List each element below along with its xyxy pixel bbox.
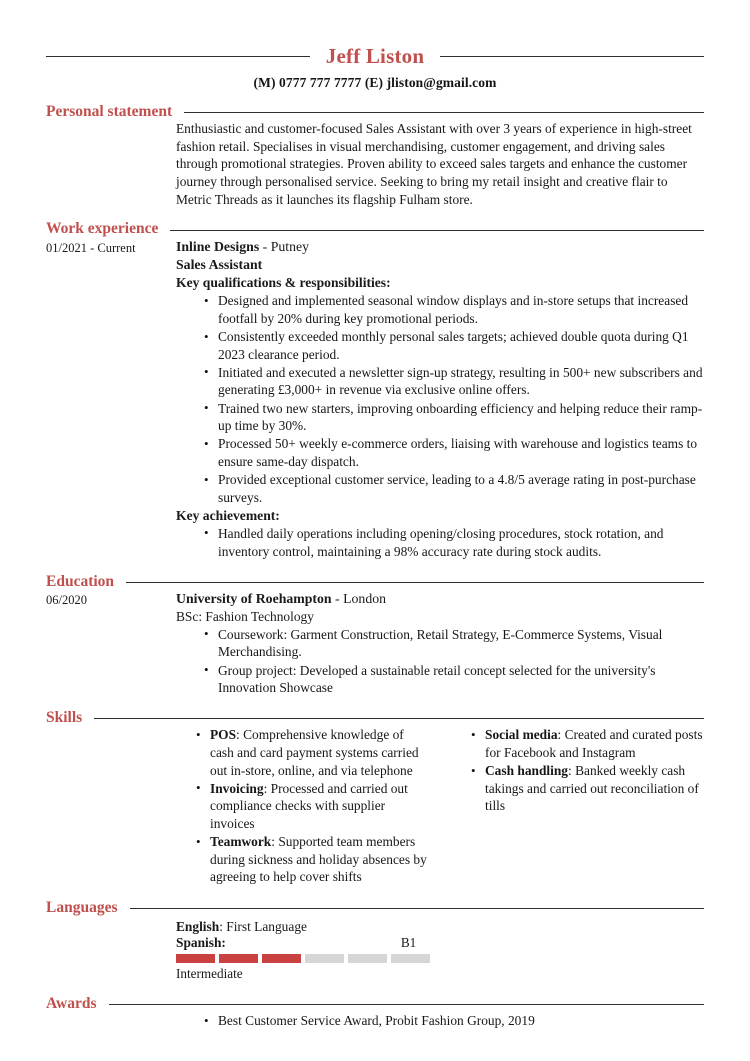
section-header-awards <box>46 995 704 1012</box>
skill-label: POS <box>210 727 237 743</box>
job-title: Sales Assistant <box>176 256 263 272</box>
section-title: Awards <box>46 995 97 1013</box>
language-proficiency-caption: Intermediate <box>176 966 243 982</box>
work-experience-entry <box>46 238 704 561</box>
section-title: Languages <box>46 898 118 916</box>
languages-row <box>46 916 704 984</box>
section-header-education <box>46 573 704 590</box>
list-item: • Trained two new starters, improving onboarding efficiency and helping reduce their ramp-up time by 30%. <box>204 400 704 435</box>
list-item: • Handled daily operations including opening/closing procedures, stock rotation, and inventory control, maintaining a 98% accuracy rate during stock audits. <box>204 525 704 560</box>
section-rule <box>170 230 704 231</box>
skills-column-left <box>176 726 429 886</box>
work-experience-body <box>176 238 704 561</box>
skills-date-spacer <box>46 726 176 728</box>
education-bullet-list <box>176 626 704 697</box>
section-work-experience <box>46 220 704 560</box>
language-list <box>176 916 704 984</box>
proficiency-segment-filled <box>176 954 215 963</box>
list-item: • Processed 50+ weekly e-commerce orders, liaising with warehouse and logistics teams to ensure same-day dispatch. <box>204 435 704 470</box>
personal-statement-body <box>176 120 704 208</box>
language-name: English <box>176 918 220 934</box>
section-header-work-experience <box>46 220 704 237</box>
list-item: • Group project: Developed a sustainable retail concept selected for the university's Innovation Showcase <box>204 662 704 697</box>
section-skills <box>46 709 704 886</box>
skills-left-list <box>176 726 429 886</box>
language-spanish <box>176 935 704 951</box>
skill-text: : Banked weekly cash takings and carried out reconciliation of tills <box>485 763 699 814</box>
language-proficiency-bar <box>176 954 430 963</box>
proficiency-segment-empty <box>348 954 387 963</box>
work-experience-dates: 01/2021 - Current <box>46 240 136 255</box>
skill-text: : Created and curated posts for Facebook and Instagram <box>485 727 703 761</box>
skills-columns <box>176 726 704 886</box>
section-languages <box>46 899 704 984</box>
section-rule <box>184 112 704 113</box>
language-name: Spanish: <box>176 935 226 951</box>
section-title: Education <box>46 572 115 590</box>
section-title: Skills <box>46 709 83 727</box>
header-rule-right <box>440 56 704 57</box>
employer-line <box>176 238 704 256</box>
achievement-heading: Key achievement: <box>176 507 280 523</box>
work-experience-bullet-list <box>176 292 704 506</box>
institution-line <box>176 590 704 608</box>
list-item: • Initiated and executed a newsletter sign-up strategy, resulting in 500+ new subscribers and generating £3,000+ in revenue via exclusive online offers. <box>204 364 704 399</box>
proficiency-segment-filled <box>219 954 258 963</box>
awards-body <box>176 1012 704 1030</box>
skill-text: : Comprehensive knowledge of cash and card payment systems carried out in-store, online, and via telephone <box>210 727 419 778</box>
list-item <box>471 762 704 815</box>
list-item <box>196 726 429 779</box>
personal-statement-row <box>46 120 704 208</box>
institution-name: University of Roehampton <box>176 590 332 606</box>
skill-label: Social media <box>485 727 558 743</box>
section-education <box>46 573 704 698</box>
institution-separator: - <box>331 590 344 606</box>
section-title: Work experience <box>46 220 159 238</box>
personal-statement-date-spacer <box>46 120 176 122</box>
skills-right-list <box>451 726 704 815</box>
employer-location: Putney <box>270 238 310 254</box>
awards-date-spacer <box>46 1012 176 1014</box>
section-header-skills <box>46 709 704 726</box>
section-header-personal-statement <box>46 103 704 120</box>
qualifications-heading: Key qualifications & responsibilities: <box>176 275 391 291</box>
section-rule <box>109 1004 704 1005</box>
employer-separator: - <box>259 238 271 254</box>
education-body <box>176 590 704 698</box>
degree-line: BSc: Fashion Technology <box>176 609 314 625</box>
section-personal-statement <box>46 103 704 208</box>
awards-bullet-list <box>176 1012 704 1030</box>
list-item: • Best Customer Service Award, Probit Fashion Group, 2019 <box>204 1012 704 1030</box>
skill-text: : Supported team members during sickness and holiday absences by agreeing to help cover shifts <box>210 834 427 885</box>
list-item <box>471 726 704 761</box>
list-item: • Coursework: Garment Construction, Retail Strategy, E-Commerce Systems, Visual Merchandising. <box>204 626 704 661</box>
proficiency-segment-filled <box>262 954 301 963</box>
contact-line: (M) 0777 777 7777 (E) jliston@gmail.com <box>253 75 497 90</box>
skills-row <box>46 726 704 886</box>
skill-label: Cash handling <box>485 763 568 779</box>
personal-statement-text: Enthusiastic and customer-focused Sales Assistant with over 3 years of experience in high-street fashion retail. Specialises in visual merchandising, customer engagement, and driving sales through promotional strategies. Proven ability to exceed sales targets and enhance the customer journey through personalised service. Seeking to bring my retail insight and creative flair to Metric Threads as it launches its flagship Fulham store. <box>176 121 692 207</box>
awards-row <box>46 1012 704 1030</box>
work-achievement-bullet-list <box>176 525 704 560</box>
list-item <box>196 780 429 833</box>
languages-date-spacer <box>46 916 176 918</box>
skills-body <box>176 726 704 886</box>
section-rule <box>126 582 704 583</box>
employer-name: Inline Designs <box>176 238 260 254</box>
resume-header <box>46 44 704 69</box>
skill-text: : Processed and carried out compliance checks with supplier invoices <box>210 780 408 832</box>
skill-label: Teamwork <box>210 834 272 850</box>
list-item: • Designed and implemented seasonal window displays and in-store setups that increased footfall by 20% during key promotional periods. <box>204 292 704 327</box>
candidate-name: Jeff Liston <box>325 44 425 68</box>
list-item <box>196 833 429 886</box>
proficiency-segment-empty <box>305 954 344 963</box>
language-cefr-level: B1 <box>400 935 417 951</box>
languages-body <box>176 916 704 984</box>
section-title: Personal statement <box>46 103 173 120</box>
language-proficiency: : First Language <box>219 918 307 934</box>
skill-label: Invoicing <box>210 780 264 796</box>
list-item: • Provided exceptional customer service, leading to a 4.8/5 average rating in post-purchase surveys. <box>204 471 704 506</box>
header-rule-left <box>46 56 310 57</box>
education-entry <box>46 590 704 698</box>
list-item: • Consistently exceeded monthly personal sales targets; achieved double quota during Q1 2023 clearance period. <box>204 328 704 363</box>
institution-location: London <box>343 590 387 606</box>
section-rule <box>130 908 705 909</box>
section-rule <box>94 718 704 719</box>
section-header-languages <box>46 899 704 916</box>
skills-column-right <box>451 726 704 886</box>
education-date: 06/2020 <box>46 592 87 607</box>
proficiency-segment-empty <box>391 954 430 963</box>
language-english <box>176 918 704 936</box>
section-awards <box>46 995 704 1030</box>
